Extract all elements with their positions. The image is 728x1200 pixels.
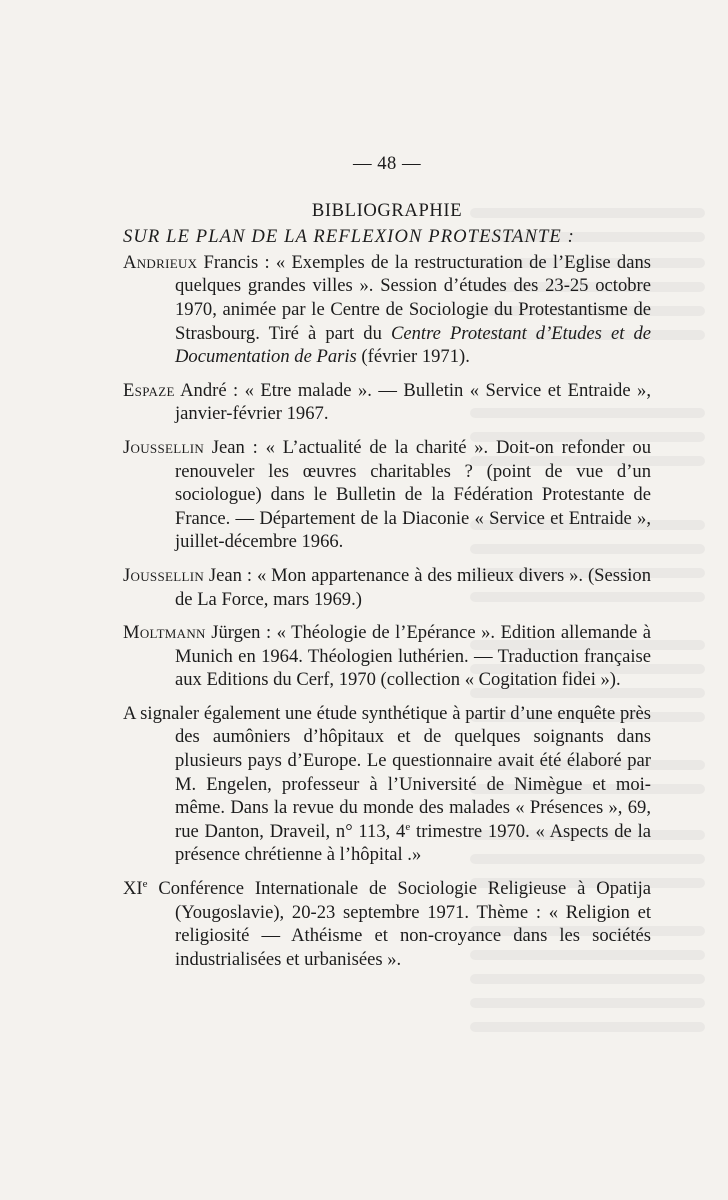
author-last-name: Andrieux (123, 251, 198, 273)
author-last-name: Moltmann (123, 622, 206, 644)
author-first-name: Francis : (197, 251, 276, 273)
entry-text: « Mon appartenance à des milieux divers ». (Session de La Force, mars 1969.) (175, 564, 652, 610)
ordinal-superscript: e (142, 877, 148, 890)
author-first-name: Jürgen : (205, 622, 277, 644)
conference-entry (123, 877, 651, 971)
author-first-name: André : (174, 379, 245, 401)
entry-italic-title: Centre Protestant d’Etudes et de Documentation de Paris (175, 322, 652, 368)
note-tail: trimestre 1970. « Aspects de la présence chrétienne à l’hôpital .» (175, 820, 652, 866)
author-first-name: Jean : (204, 436, 266, 458)
entry-text: « Exemples de la restructuration de l’Eglise dans quelques grandes villes ». Session d’études des 23-25 octobre 1970, animée par le Centre de Sociologie du Protestantisme de Strasbourg. Tiré à part du (175, 251, 651, 344)
section-subheading: SUR LE PLAN DE LA REFLEXION PROTESTANTE : (123, 226, 575, 248)
entry-text: « L’actualité de la charité ». Doit-on refonder ou renouveler les œuvres charitables ? (point de vue d’un sociologue) dans le Bulletin de la Fédération Protestante de France. — Département de la Diaconie « Service et Entraide », juillet-décembre 1966. (175, 436, 651, 553)
author-last-name: Espaze (123, 379, 175, 401)
author-first-name: Jean : (204, 564, 257, 586)
entry-text: « Etre malade ». — Bulletin « Service et Entraide », janvier-février 1967. (175, 379, 651, 425)
document-page (123, 152, 651, 971)
entry-text: « Théologie de l’Epérance ». Edition allemande à Munich en 1964. Théologien luthérien. — Traduction française aux Editions du Cerf, 1970 (collection « Cogitation fidei »). (175, 622, 651, 691)
note-text: A signaler également une étude synthétique à partir d’une enquête près des aumôniers d’hôpitaux et de quelques soignants dans plusieurs pays d’Europe. Le questionnaire avait été élaboré par M. Engelen, professeur à l’Université de Nimègue et moi-même. Dans la revue du monde des malades « Présences », 69, rue Danton, Draveil, n° 113, 4 (123, 702, 651, 842)
bibliography-entry (123, 379, 651, 426)
conference-ordinal: XI (123, 878, 143, 900)
bibliography-entry (123, 564, 651, 611)
ordinal-superscript: e (405, 820, 411, 833)
bibliography-heading: BIBLIOGRAPHIE (311, 199, 463, 221)
author-last-name: Joussellin (123, 436, 205, 458)
conference-text: Conférence Internationale de Sociologie Religieuse à Opatija (Yougoslavie), 20-23 septembre 1971. Thème : « Religion et religiosité — Athéisme et non-croyance dans les sociétés industrialisées et urbanisées ». (147, 878, 651, 970)
bibliography-entry (123, 621, 651, 692)
bibliography-entry (123, 251, 651, 369)
bibliography-entry (123, 436, 651, 554)
page-number: — 48 — (352, 153, 422, 174)
entry-tail: (février 1971). (356, 346, 470, 368)
author-last-name: Joussellin (123, 564, 205, 586)
study-note (123, 702, 651, 867)
